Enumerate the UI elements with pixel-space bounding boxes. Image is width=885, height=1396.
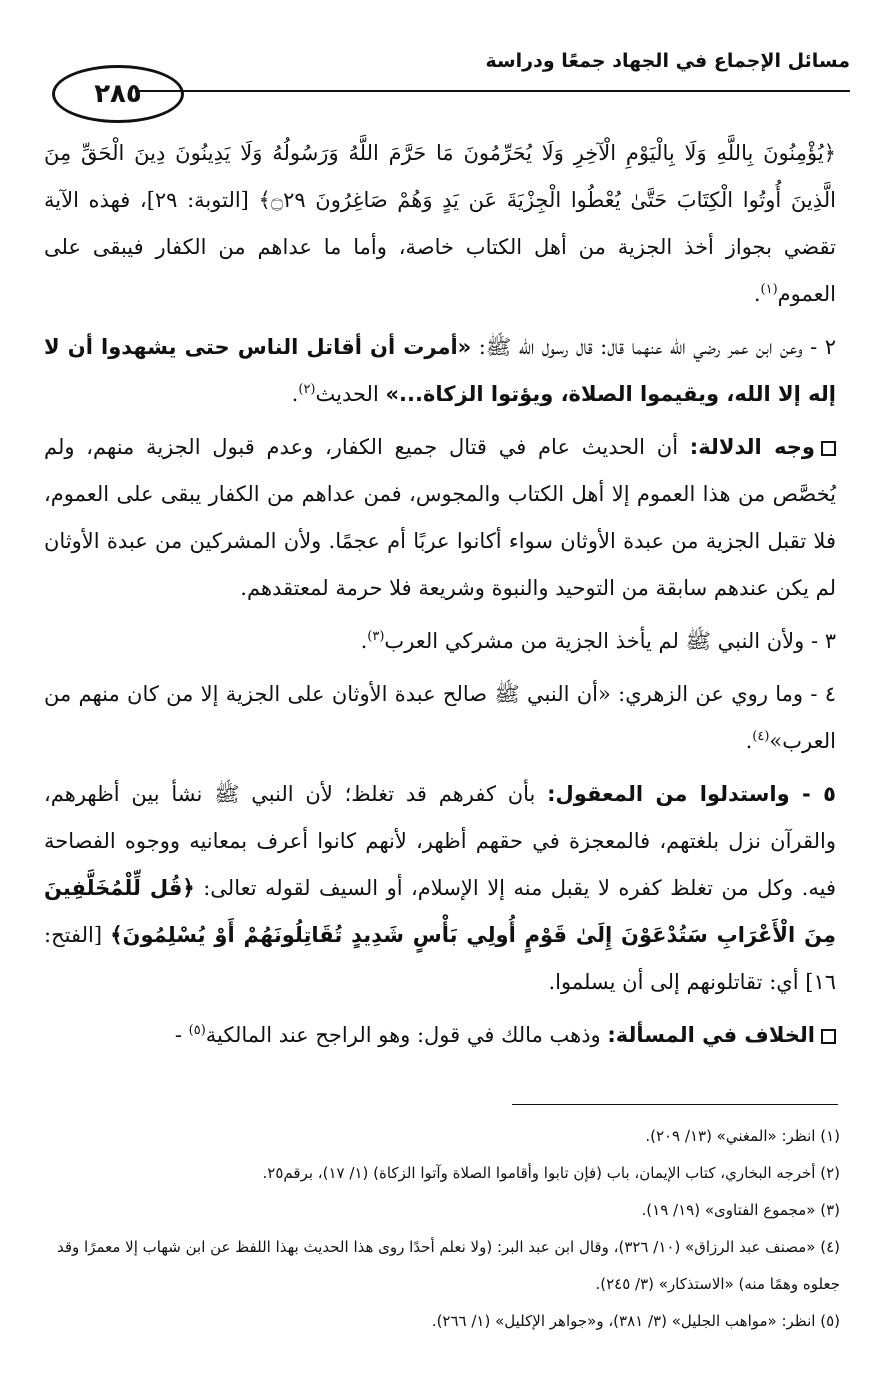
paragraph-text: بأن كفرهم قد تغلظ؛ لأن النبي ﷺ نشأ بين أظهرهم، والقرآن نزل بلغتهم، فالمعجزة في حقهم أظهر، لأنهم كانوا أعرف بمعانيه ووجوه الفصاحة فيه. وكل من تغلظ كفره لا يقبل منه إلا الإسلام، أو السيف لقوله تعالى: (44, 782, 836, 900)
hadith-text: «أمرت أن أقاتل الناس حتى يشهدوا أن لا إله إلا الله، ويقيموا الصلاة، ويؤتوا الزكاة...» (44, 335, 836, 406)
square-bullet-icon (821, 441, 836, 456)
square-bullet-icon (821, 1029, 836, 1044)
footnote-3: (٣) «مجموع الفتاوى» (١٩/ ١٩). (641, 1201, 840, 1219)
section-label: ٥ - واستدلوا من المعقول: (547, 782, 836, 806)
footnote-marker: (٢) (298, 382, 316, 397)
footnote-separator (512, 1104, 838, 1105)
paragraph-6 (44, 771, 836, 1006)
section-label: الخلاف في المسألة: (607, 1023, 815, 1047)
paragraph-text: ٣ - ولأن النبي ﷺ لم يأخذ الجزية من مشركي العرب (384, 629, 836, 653)
paragraph-1: ﴿يُؤْمِنُونَ بِاللَّهِ وَلَا بِالْيَوْمِ الْآخِرِ وَلَا يُحَرِّمُونَ مَا حَرَّمَ اللَّهُ وَرَسُولُهُ وَلَا يَدِينُونَ دِينَ الْحَقِّ مِنَ الَّذِينَ أُوتُوا الْكِتَابَ حَتَّىٰ يُعْطُوا الْجِزْيَةَ عَن يَدٍ وَهُمْ صَاغِرُونَ ۝٢٩﴾ [التوبة: ٢٩]، فهذه الآية تقضي بجواز أخذ الجزية من أهل الكتاب خاصة، وأما ما عداهم من الكفار فيبقى على العموم$^{(١)}$. (44, 141, 836, 306)
paragraph-text: أن الحديث عام في قتال جميع الكفار، وعدم قبول الجزية منهم، ولم يُخصَّص من هذا العموم إلا أهل الكتاب والمجوس، فمن عداهم من الكفار يبقى على العموم، فلا تقبل الجزية من عبدة الأوثان سواء أكانوا عربًا أم عجمًا. ولأن المشركين من عبدة الأوثان لم يكن عندهم سابقة من التوحيد والنبوة وشريعة فلا حرمة لمعتقدهم. (44, 435, 836, 600)
footnotes (40, 1118, 840, 1340)
paragraph-7 (44, 1012, 836, 1059)
paragraph-text: ٢ - وعن ابن عمر رضي الله عنهما قال: قال رسول الله ﷺ: (471, 335, 836, 359)
paragraph-text: الحديث (315, 382, 386, 406)
quran-verse-tawbah: ﴿يُؤْمِنُونَ بِاللَّهِ وَلَا بِالْيَوْمِ الْآخِرِ وَلَا يُحَرِّمُونَ مَا حَرَّمَ اللَّهُ وَرَسُولُهُ وَلَا يَدِينُونَ دِينَ الْحَقِّ مِنَ الَّذِينَ أُوتُوا الْكِتَابَ حَتَّىٰ يُعْطُوا الْجِزْيَةَ عَن يَدٍ وَهُمْ صَاغِرُونَ ۝٢٩﴾ (44, 141, 836, 212)
page-number: ٢٨٥ (52, 65, 184, 123)
header-rule (135, 90, 850, 92)
paragraph-3 (44, 424, 836, 612)
paragraph-2: ٢ - وعن ابن عمر رضي الله عنهما قال: قال رسول الله ﷺ: «أمرت أن أقاتل الناس حتى يشهدوا أن لا إله إلا الله، ويقيموا الصلاة، ويؤتوا الزكاة...» الحديث$^{(٢)}$. (44, 335, 836, 406)
main-text (44, 130, 836, 1065)
section-label: وجه الدلالة: (689, 435, 815, 459)
paragraph-4: ٣ - ولأن النبي ﷺ لم يأخذ الجزية من مشركي العرب$^{(٣)}$. (360, 629, 836, 653)
page-header (40, 40, 850, 110)
running-title: مسائل الإجماع في الجهاد جمعًا ودراسة (485, 50, 850, 72)
footnote-2: (٢) أخرجه البخاري، كتاب الإيمان، باب (فإن تابوا وأقاموا الصلاة وآتوا الزكاة) (١/ ١٧)، برقم٢٥. (262, 1164, 840, 1182)
paragraph-5: ٤ - وما روي عن الزهري: «أن النبي ﷺ صالح عبدة الأوثان على الجزية إلا من كان منهم من العرب»$^{(٤)}$. (44, 682, 836, 753)
quran-verse-fath: ﴿قُل لِّلْمُخَلَّفِينَ مِنَ الْأَعْرَابِ سَتُدْعَوْنَ إِلَىٰ قَوْمٍ أُولِي بَأْسٍ شَدِيدٍ تُقَاتِلُونَهُمْ أَوْ يُسْلِمُونَ﴾ (44, 876, 836, 947)
footnote-5: (٥) انظر: «مواهب الجليل» (٣/ ٣٨١)، و«جواهر الإكليل» (١/ ٢٦٦). (431, 1312, 840, 1330)
footnote-4: (٤) «مصنف عبد الرزاق» (١٠/ ٣٢٦)، وقال ابن عبد البر: (ولا نعلم أحدًا روى هذا الحديث بهذا اللفظ عن ابن شهاب إلا معمرًا وقد جعلوه وهمًا منه) «الاستذكار» (٣/ ٢٤٥). (56, 1238, 840, 1293)
footnote-marker: (٤) (752, 729, 770, 744)
footnote-marker: (٥) (188, 1023, 206, 1038)
paragraph-text: - (174, 1023, 189, 1047)
paragraph-text: ، فهذه الآية تقضي بجواز أخذ الجزية من أهل الكتاب خاصة، وأما ما عداهم من الكفار فيبقى على العموم (44, 188, 836, 306)
footnote-marker: (٣) (367, 629, 385, 644)
footnote-marker: (١) (760, 282, 778, 297)
paragraph-text: وذهب مالك في قول: وهو الراجح عند المالكية (205, 1023, 608, 1047)
paragraph-text: أي: تقاتلونهم إلى أن يسلموا. (548, 970, 806, 994)
footnote-1: (١) انظر: «المغني» (١٣/ ٢٠٩). (645, 1127, 840, 1145)
verse-reference: [التوبة: ٢٩] (146, 188, 249, 212)
paragraph-text: ٤ - وما روي عن الزهري: «أن النبي ﷺ صالح عبدة الأوثان على الجزية إلا من كان منهم من العرب» (44, 682, 836, 753)
verse-reference: [الفتح: ١٦] (44, 923, 836, 994)
